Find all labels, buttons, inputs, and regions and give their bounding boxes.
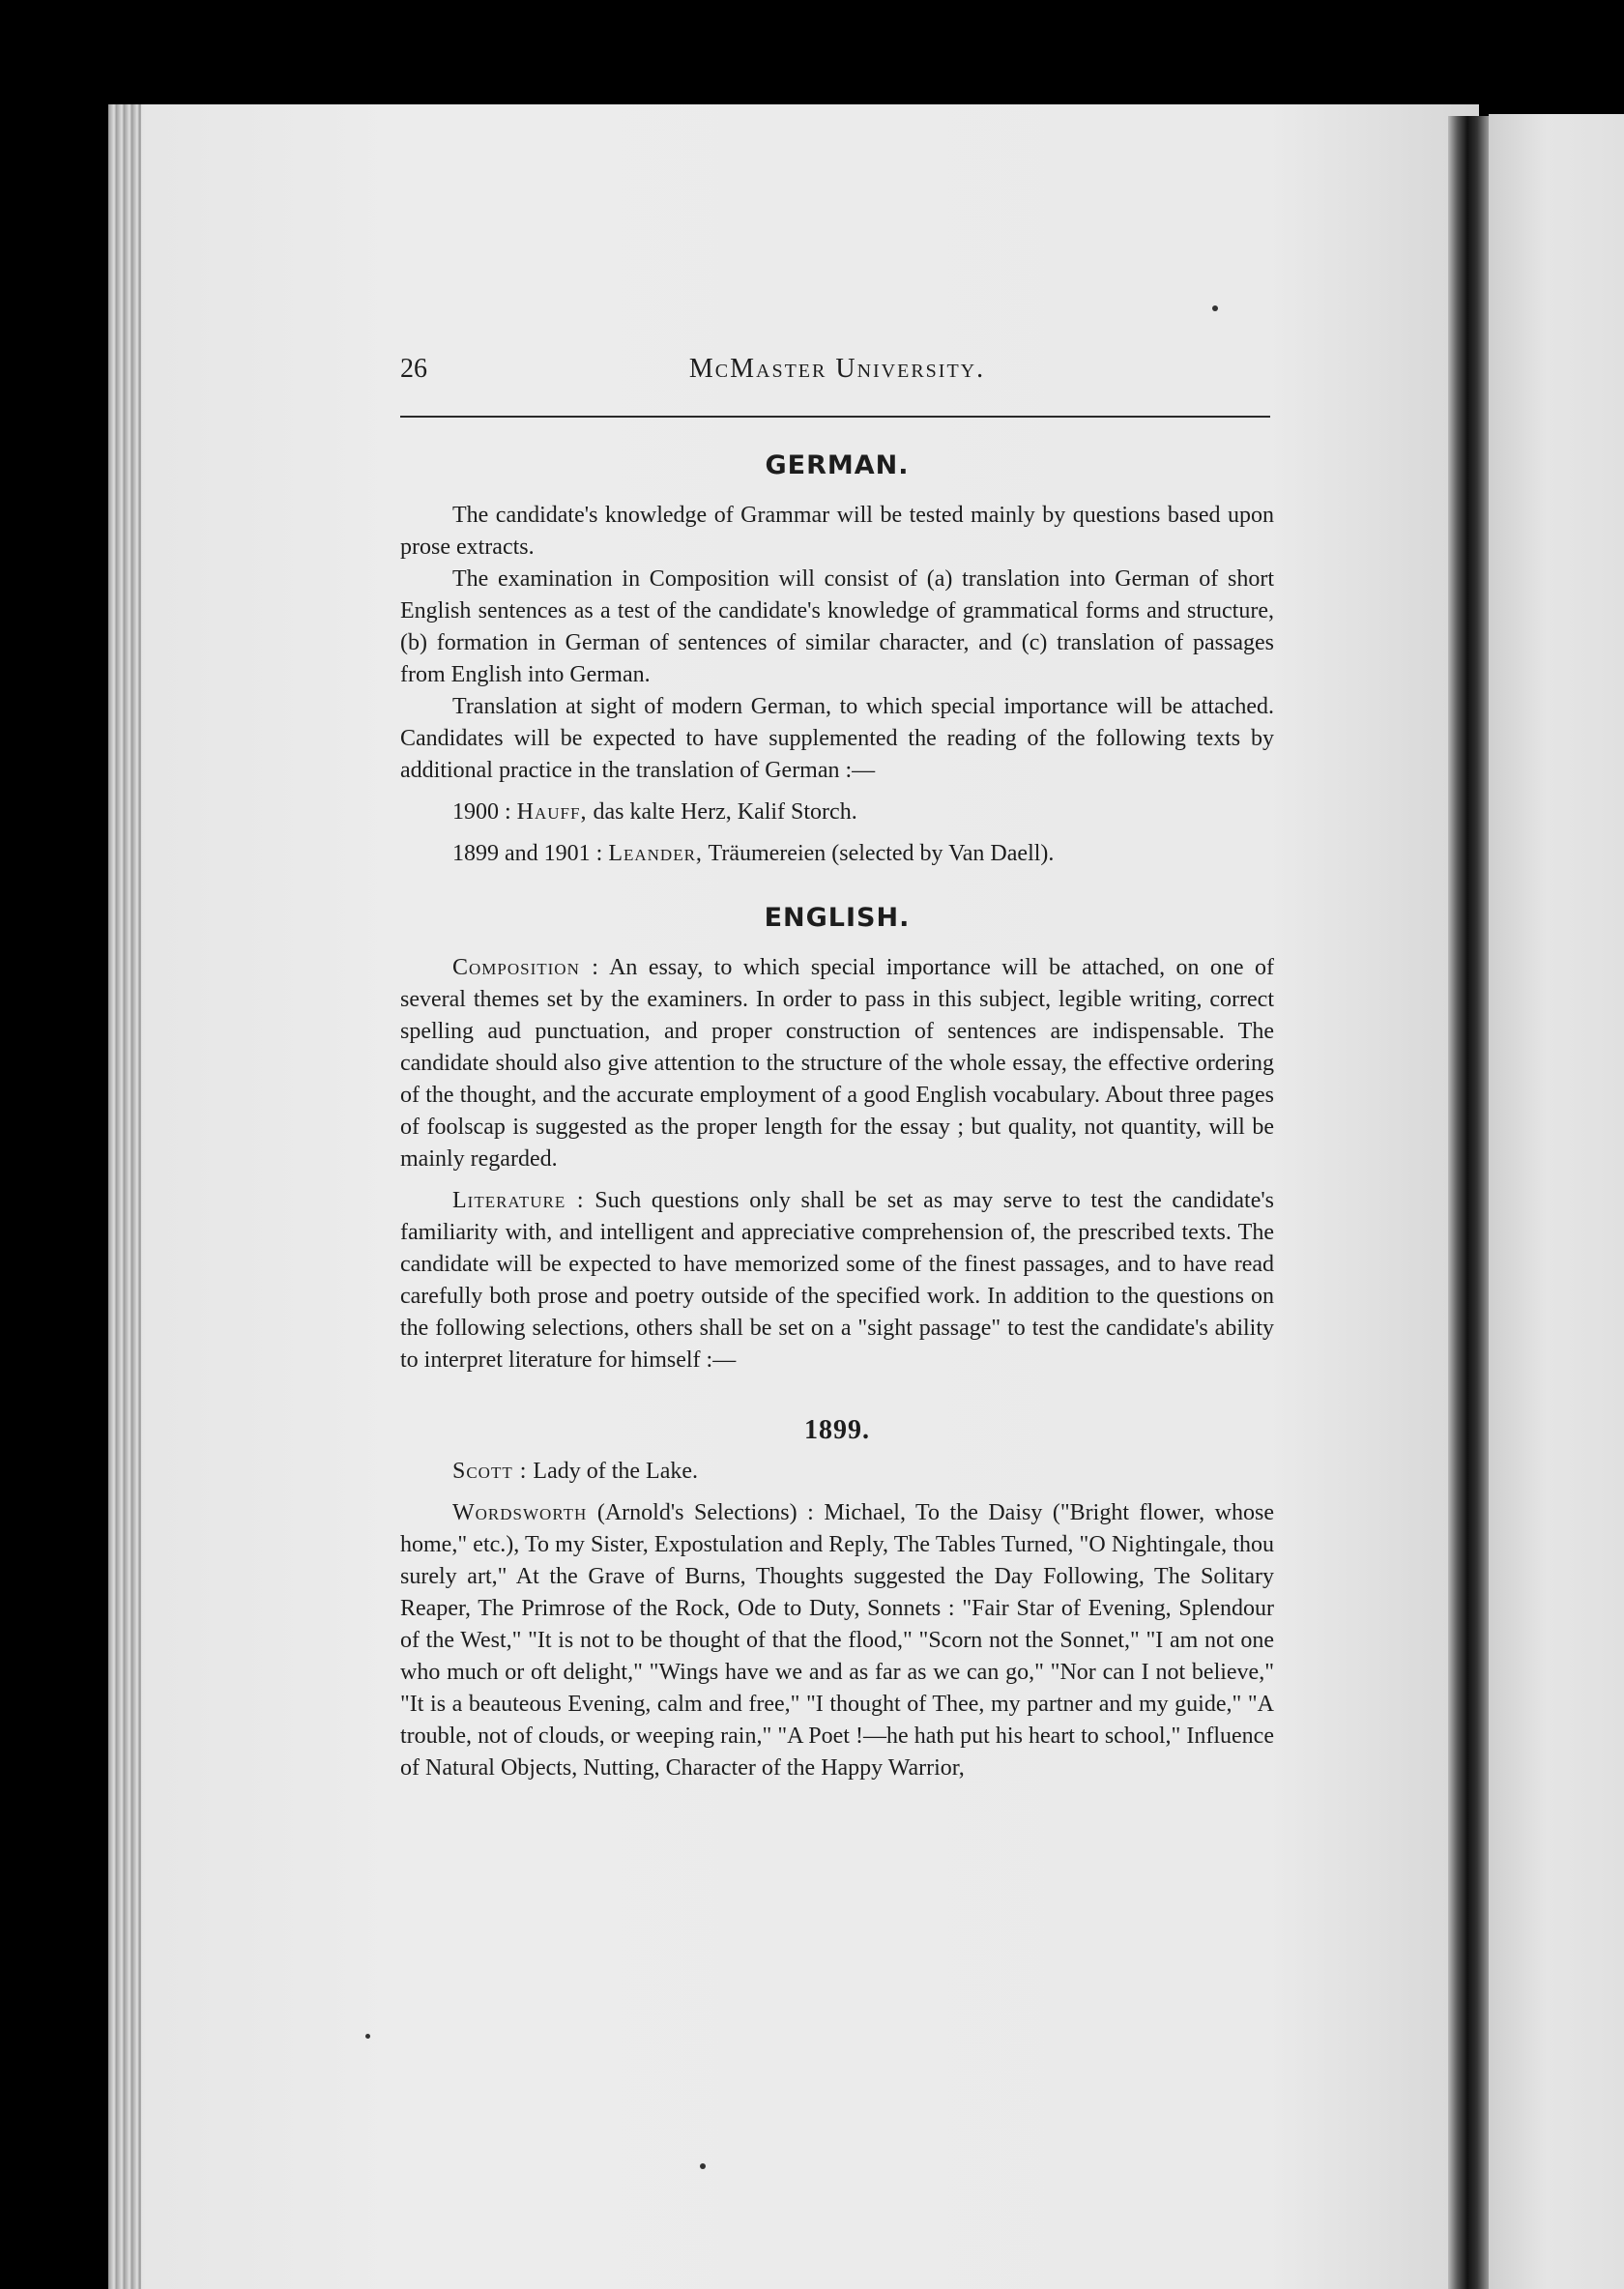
- literature-label: Literature :: [452, 1188, 585, 1213]
- wordsworth-text: (Arnold's Selections) : Michael, To the Daisy ("Bright flower, whose home," etc.), To my Sister, Expostulation and Reply, The Tables Turned, "O Nightingale, thou surely art," At the Grave of Burns, Thoughts suggested the Day Following, The Solitary Reaper, The Primrose of the Rock, Ode to Duty, Sonnets : "Fair Star of Evening, Splendour of the West," "It is not to be thought of that the flood," "Scorn not the Sonnet," "I am not one who much or oft delight," "Wings have we and as far as we can go," "Nor can I not believe," "It is a beauteous Evening, calm and free," "I thought of Thee, my partner and my guide," "A trouble, not of clouds, or weeping rain," "A Poet !—he hath put his heart to school," Influence of Natural Objects, Nutting, Character of the Happy Warrior,: [400, 1500, 1275, 1781]
- english-heading: ENGLISH.: [764, 903, 911, 933]
- german-heading: GERMAN.: [765, 450, 910, 480]
- entry-year: 1900 :: [452, 799, 511, 825]
- scott-text: Lady of the Lake.: [533, 1459, 698, 1484]
- entry-title: das kalte Herz, Kalif Storch.: [593, 799, 857, 825]
- scan-background: [0, 0, 1624, 104]
- scott-label: Scott :: [452, 1459, 528, 1484]
- german-text-entry: [400, 797, 1274, 828]
- header-rule: [400, 416, 1270, 418]
- page-edges: [108, 104, 141, 2289]
- year-heading: 1899.: [804, 1415, 870, 1445]
- german-paragraph: The candidate's knowledge of Grammar will be tested mainly by questions based upon prose extracts.: [400, 503, 1274, 560]
- wordsworth-label: Wordsworth: [452, 1500, 588, 1525]
- book-spine: [1448, 116, 1489, 2289]
- composition-text: An essay, to which special importance will be attached, on one of several themes set by the examiners. In order to pass in this subject, legible writing, correct spelling aud punctuation, and proper construction of sentences are indispensable. The candidate should also give attention to the structure of the whole essay, the effective ordering of the thought, and the accurate employment of a good English vocabulary. About three pages of foolscap is suggested as the proper length for the essay ; but quality, not quantity, will be mainly regarded.: [400, 955, 1274, 1172]
- page-header: [400, 348, 1274, 394]
- page-content: [400, 348, 1274, 1784]
- german-text-entry: [400, 838, 1274, 870]
- ink-speck: [365, 2034, 370, 2039]
- scott-entry: [400, 1456, 1274, 1488]
- german-paragraph: Translation at sight of modern German, to which special importance will be attached. Candidates will be expected to have supplemented the reading of the following texts by additional practice in the translation of German :—: [400, 694, 1274, 783]
- entry-author: Hauff,: [516, 799, 588, 825]
- composition-label: Composition :: [452, 955, 599, 980]
- german-paragraph: The examination in Composition will consist of (a) translation into German of short English sentences as a test of the candidate's knowledge of grammatical forms and structure, (b) formation in German of sentences of similar character, and (c) translation of passages from English into German.: [400, 566, 1274, 687]
- ink-speck: [1212, 305, 1218, 311]
- wordsworth-entry: [400, 1497, 1274, 1784]
- ink-speck: [700, 2163, 706, 2169]
- facing-page: [1489, 114, 1624, 2289]
- running-title: McMaster University.: [688, 354, 986, 384]
- entry-title: Träumereien (selected by Van Daell).: [708, 841, 1055, 866]
- entry-author: Leander,: [608, 841, 703, 866]
- page-number: 26: [400, 354, 427, 384]
- entry-year: 1899 and 1901 :: [452, 841, 603, 866]
- literature-text: Such questions only shall be set as may serve to test the candidate's familiarity with, and intelligent and appreciative comprehension of, the prescribed texts. The candidate will be expected to have memorized some of the finest passages, and to have read carefully both prose and poetry outside of the specified work. In addition to the questions on the following selections, others shall be set on a "sight passage" to test the candidate's ability to interpret literature for himself :—: [400, 1188, 1275, 1373]
- literature-paragraph: [400, 1185, 1274, 1376]
- composition-paragraph: [400, 952, 1274, 1175]
